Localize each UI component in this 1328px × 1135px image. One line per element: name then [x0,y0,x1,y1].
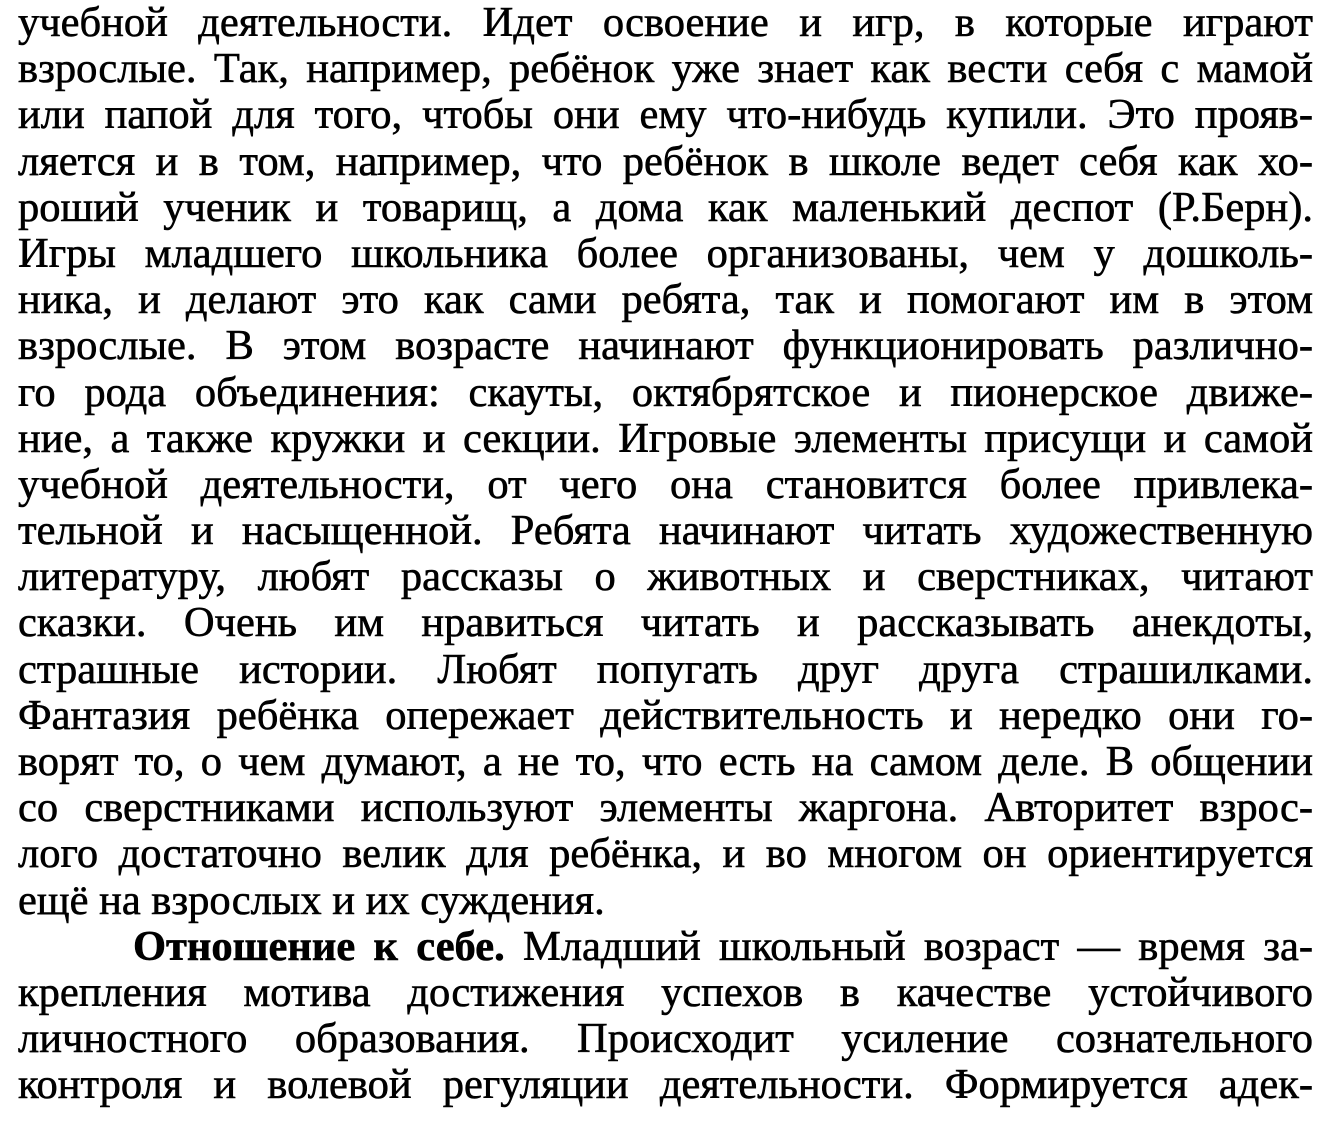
text-line: Игры младшего школьника более организованы, чем у дошколь- [18,229,1313,277]
text-line [18,924,1313,970]
paragraph-2 [18,924,1313,1109]
text-line: контроля и волевой регуляции деятельности. Формируется адек- [18,1061,1313,1109]
text-line: страшные истории. Любят попугать друг друга страшилками. [18,645,1313,693]
text-line: учебной деятельности. Идет освоение и игр, в которые играют [18,0,1313,46]
text-line: личностного образования. Происходит усиление сознательного [18,1015,1313,1063]
text-line: сказки. Очень им нравиться читать и рассказывать анекдоты, [18,599,1313,647]
document-page [18,0,1313,1109]
text-line: го рода объединения: скауты, октябрятское и пионерское движе- [18,368,1313,416]
text-line: Фантазия ребёнка опережает действительность и нередко они го- [18,691,1313,739]
text-line: ляется и в том, например, что ребёнок в школе ведет себя как хо- [18,137,1313,185]
text-line: или папой для того, чтобы они ему что-нибудь купили. Это прояв- [18,91,1313,139]
text-line: взрослые. В этом возрасте начинают функционировать различно- [18,322,1313,370]
text-line: учебной деятельности, от чего она становится более привлека- [18,460,1313,508]
paragraph-1 [18,0,1313,924]
text-line: ника, и делают это как сами ребята, так и помогают им в этом [18,276,1313,324]
text-line: крепления мотива достижения успехов в качестве устойчивого [18,968,1313,1016]
text-span: Младший школьный возраст — время за- [504,922,1313,970]
text-line: со сверстниками используют элементы жаргона. Авторитет взрос- [18,784,1313,832]
text-line: лого достаточно велик для ребёнка, и во многом он ориентируется [18,830,1313,878]
text-line: ворят то, о чем думают, а не то, что есть на самом деле. В общении [18,738,1313,785]
text-line: литературу, любят рассказы о животных и сверстниках, читают [18,553,1313,601]
text-line: ние, а также кружки и секции. Игровые элементы присущи и самой [18,414,1313,462]
text-line: тельной и насыщенной. Ребята начинают читать художественную [18,507,1313,555]
text-line: ещё на взрослых и их суждения. [18,876,605,924]
text-line: взрослые. Так, например, ребёнок уже знает как вести себя с мамой [18,45,1313,93]
text-line: роший ученик и товарищ, а дома как маленький деспот (Р.Берн). [18,183,1313,231]
section-heading: Отношение к себе. [133,922,505,970]
